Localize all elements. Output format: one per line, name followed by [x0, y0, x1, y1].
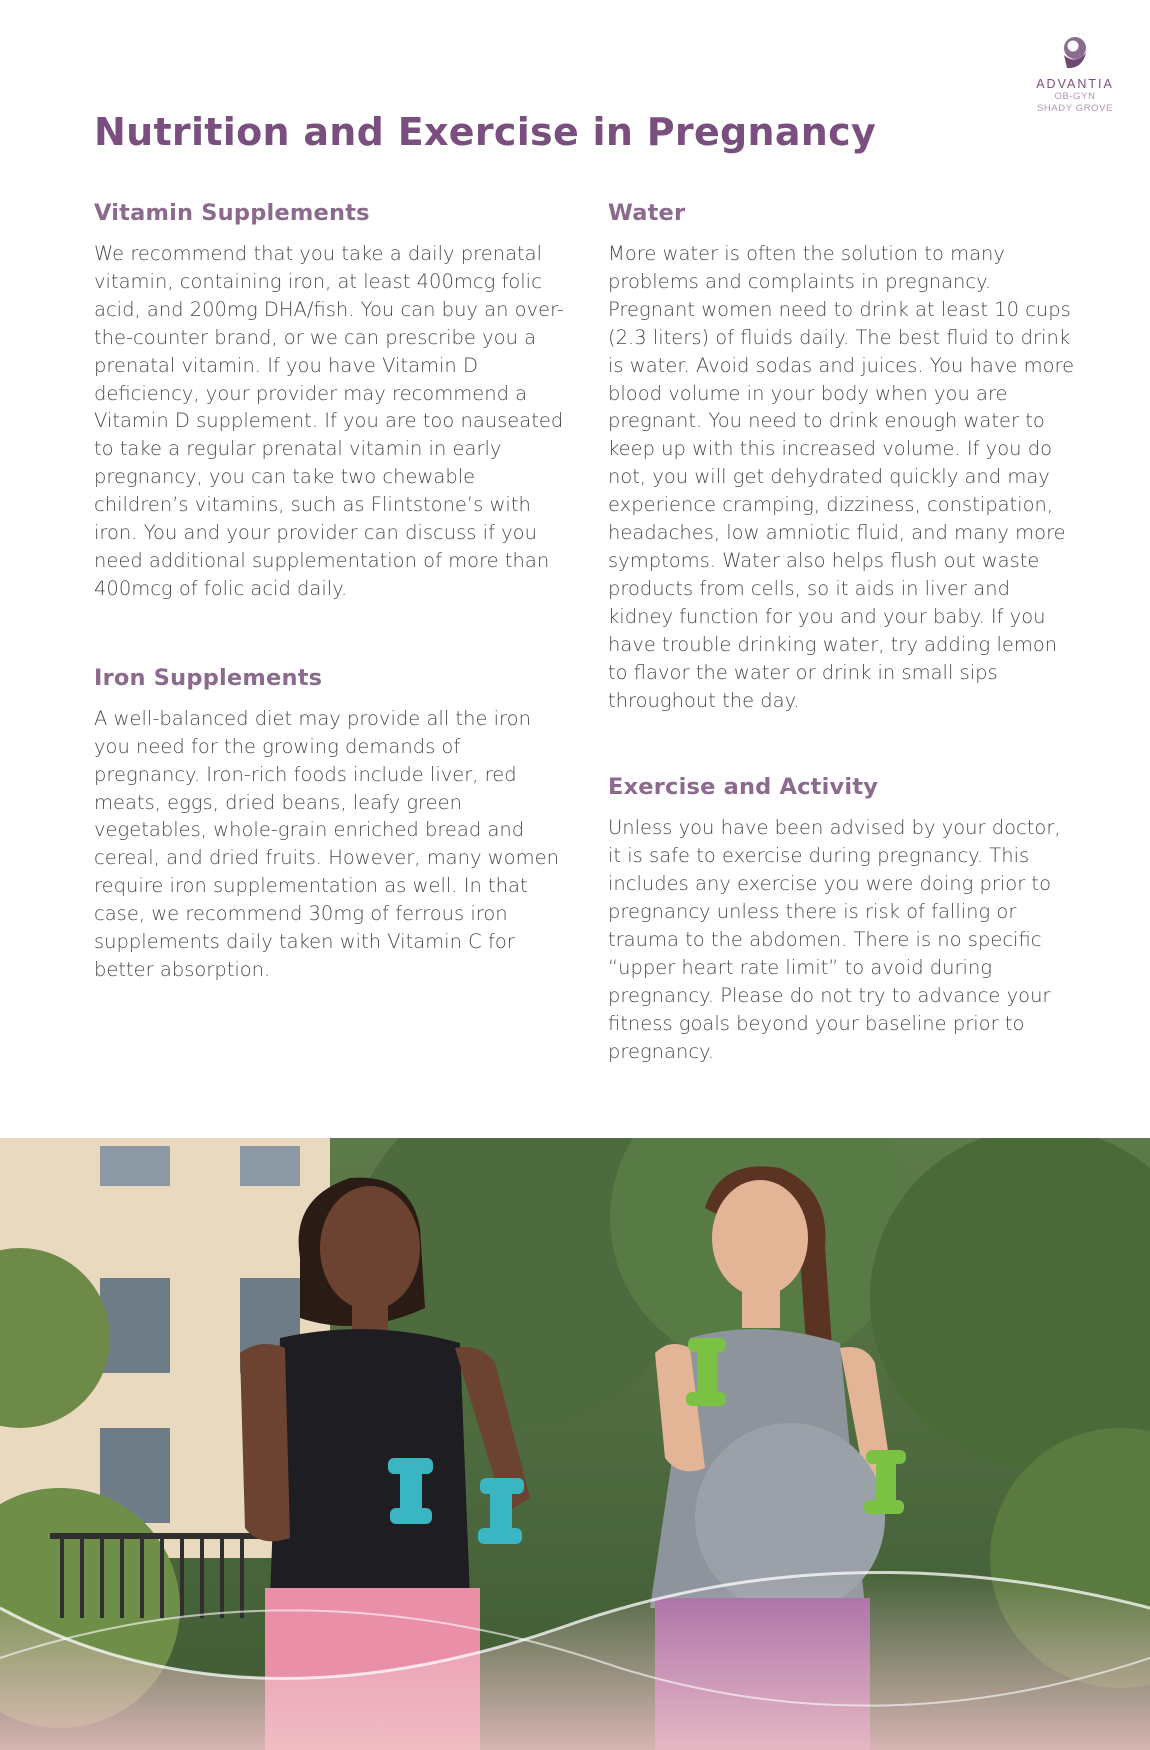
section-body: We recommend that you take a daily prenatal vitamin, containing iron, at least 400mcg folic acid, and 200mg DHA/fish. You can buy an over-the-counter brand, or we can prescribe you a prenatal vitamin. If you have Vitamin D deficiency, your provider may recommend a Vitamin D supplement. If you are too nauseated to take a regular prenatal vitamin in early pregnancy, you can take two chewable children’s vitamins, such as Flintstone’s with iron. You and your provider can discuss if you need additional supplementation of more than 400mcg of folic acid daily.: [94, 242, 564, 600]
section-iron-supplements: [94, 665, 564, 984]
section-exercise-activity: [608, 774, 1078, 1065]
logo-name: ADVANTIA: [1036, 77, 1114, 91]
section-body: Unless you have been advised by your doctor, it is safe to exercise during pregnancy. This includes any exercise you were doing prior to pregnancy unless there is risk of falling or trauma to the abdomen. There is no specific “upper heart rate limit” to avoid during pregnancy. Please do not try to advance your fitness goals beyond your baseline prior to pregnancy.: [608, 816, 1061, 1063]
exercise-photo-illustration: [0, 1138, 1150, 1750]
left-column: [94, 200, 564, 984]
section-water: [608, 200, 1078, 714]
right-column: [608, 200, 1078, 1066]
logo-line-2: SHADY GROVE: [1036, 103, 1114, 114]
section-body: More water is often the solution to many problems and complaints in pregnancy. Pregnant women need to drink at least 10 cups (2.3 liters) of fluids daily. The best fluid to drink is water. Avoid sodas and juices. You have more blood volume in your body when you are pregnant. You need to drink enough water to keep up with this increased volume. If you do not, you will get dehydrated quickly and may experience cramping, dizziness, constipation, headaches, low amniotic fluid, and many more symptoms. Water also helps flush out waste products from cells, so it aids in liver and kidney function for you and your baby. If you have trouble drinking water, try adding lemon to flavor the water or drink in small sips throughout the day.: [608, 242, 1075, 712]
advantia-logo-icon: [1058, 35, 1092, 71]
section-heading: Iron Supplements: [94, 664, 323, 691]
section-heading: Exercise and Activity: [608, 774, 879, 801]
advantia-logo: [1025, 35, 1125, 115]
page-title: Nutrition and Exercise in Pregnancy: [94, 110, 877, 154]
section-heading: Water: [608, 200, 686, 226]
section-heading: Vitamin Supplements: [94, 200, 370, 226]
exercise-photo: [0, 1138, 1150, 1750]
logo-line-1: OB-GYN: [1054, 91, 1096, 102]
section-body: A well-balanced diet may provide all the iron you need for the growing demands of pregnancy. Iron-rich foods include liver, red meats, eggs, dried beans, leafy green vegetables, whole-grain enriched bread and cereal, and dried fruits. However, many women require iron supplementation as well. In that case, we recommend 30mg of ferrous iron supplements daily taken with Vitamin C for better absorption.: [94, 706, 559, 981]
section-vitamin-supplements: [94, 200, 564, 603]
